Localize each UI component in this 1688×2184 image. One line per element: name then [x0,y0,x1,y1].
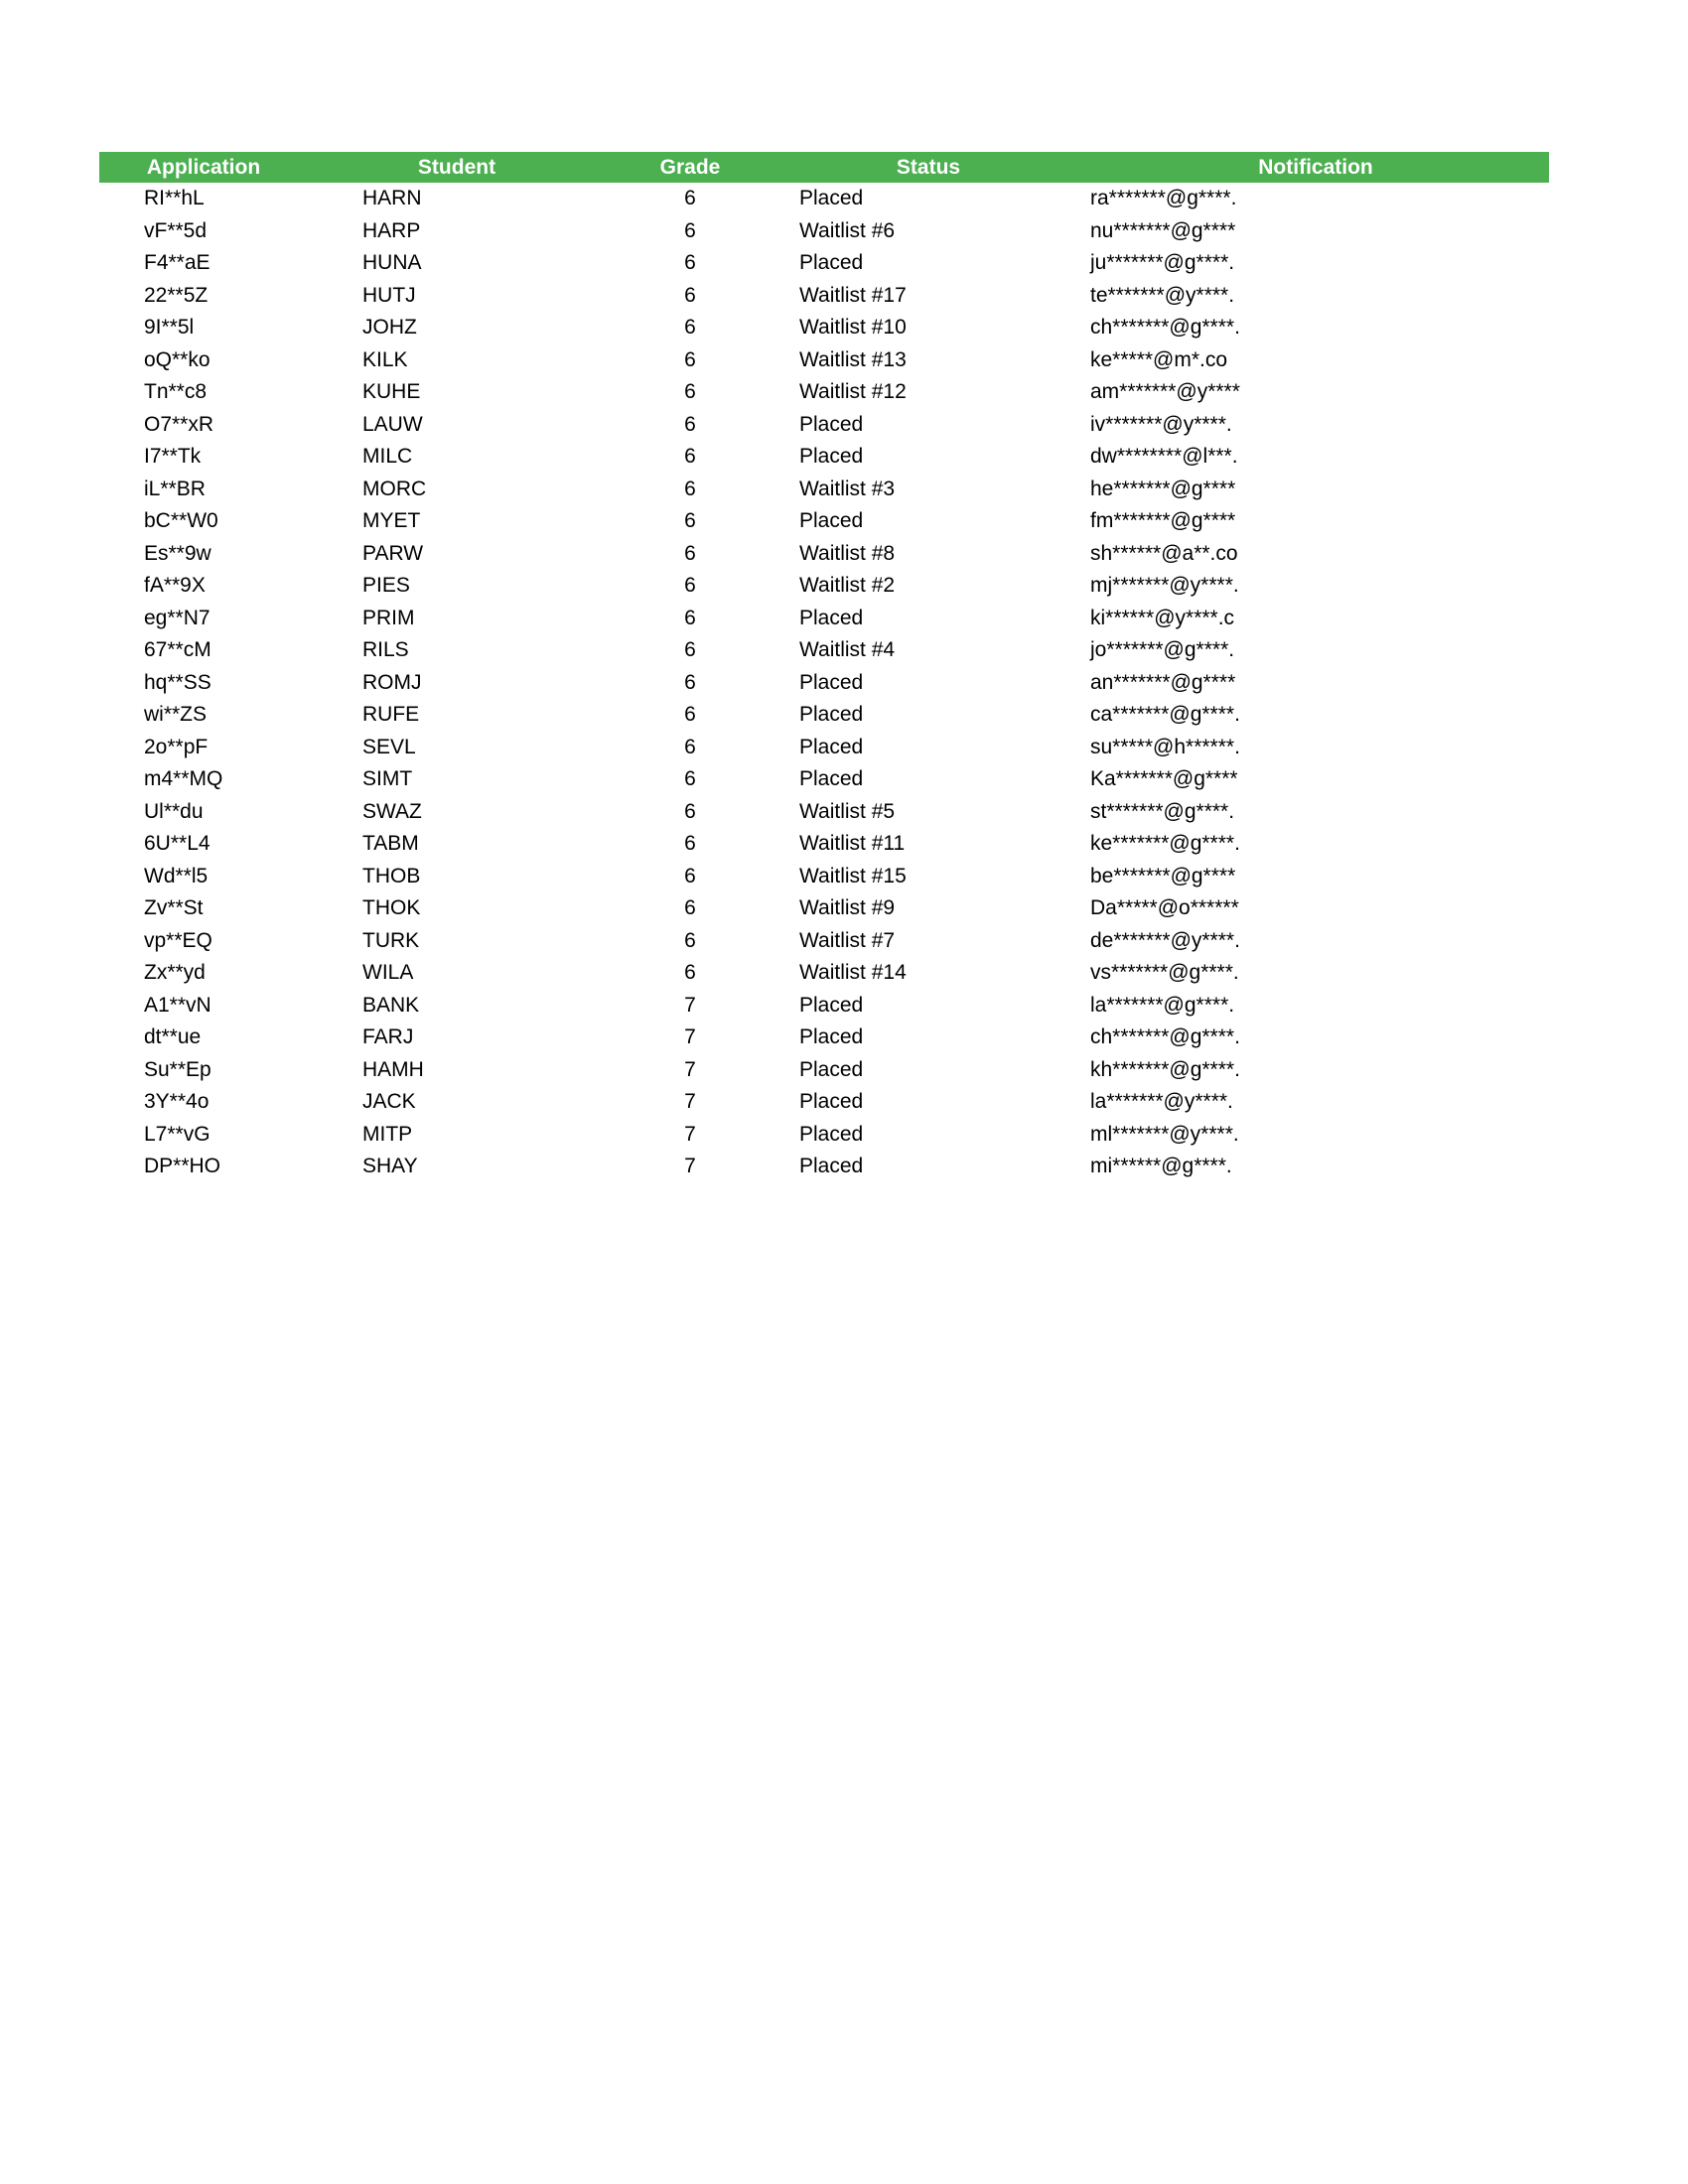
cell-notification: ke*****@m*.co [1090,347,1228,371]
table-row [99,1151,1549,1183]
cell-student: LAUW [362,412,423,436]
table-row [99,828,1549,861]
cell-grade: 6 [684,735,696,758]
cell-student: BANK [362,993,420,1017]
cell-notification: mj*******@y****. [1090,574,1239,598]
cell-student: MYET [362,509,421,533]
cell-notification: jo*******@g****. [1090,638,1235,662]
cell-notification: ju*******@g****. [1090,251,1235,275]
cell-application: vF**5d [144,218,208,242]
cell-notification: ch*******@g****. [1090,316,1240,340]
table-row [99,732,1549,764]
cell-notification: la*******@y****. [1090,1090,1233,1114]
cell-student: RUFE [362,703,420,727]
cell-grade: 6 [684,251,696,275]
cell-grade: 6 [684,412,696,436]
cell-application: iL**BR [144,477,206,500]
table-row [99,280,1549,313]
cell-notification: Ka*******@g**** [1090,767,1238,791]
cell-status: Waitlist #7 [799,928,896,952]
cell-grade: 6 [684,477,696,500]
cell-student: PIES [362,574,410,598]
cell-status: Waitlist #10 [799,316,907,340]
cell-notification: te*******@y****. [1090,283,1235,307]
cell-student: SIMT [362,767,413,791]
cell-grade: 6 [684,767,696,791]
cell-status: Placed [799,1025,864,1049]
cell-status: Waitlist #13 [799,347,907,371]
cell-application: 9I**5l [144,316,195,340]
cell-status: Placed [799,993,864,1017]
cell-application: eg**N7 [144,606,211,629]
table-row [99,634,1549,667]
cell-grade: 6 [684,509,696,533]
table-row [99,474,1549,506]
cell-application: Ul**du [144,799,204,823]
table-row [99,538,1549,571]
cell-application: wi**ZS [144,703,208,727]
cell-application: 2o**pF [144,735,209,758]
cell-student: JOHZ [362,316,417,340]
cell-grade: 6 [684,799,696,823]
cell-student: SEVL [362,735,416,758]
cell-grade: 7 [684,993,696,1017]
table-row [99,1054,1549,1087]
cell-application: 3Y**4o [144,1090,210,1114]
cell-student: HARP [362,218,421,242]
cell-notification: iv*******@y****. [1090,412,1232,436]
cell-status: Placed [799,445,864,469]
cell-notification: sh******@a**.co [1090,541,1238,565]
column-header-notification: Notification [1258,155,1373,179]
cell-notification: ki******@y****.c [1090,606,1235,629]
cell-notification: ml*******@y****. [1090,1122,1239,1146]
cell-notification: am*******@y**** [1090,380,1240,404]
cell-application: RI**hL [144,187,205,210]
table-row [99,796,1549,829]
table-row [99,892,1549,925]
table-row [99,441,1549,474]
cell-grade: 6 [684,638,696,662]
cell-status: Placed [799,187,864,210]
cell-application: m4**MQ [144,767,223,791]
cell-grade: 6 [684,218,696,242]
table-row [99,1022,1549,1054]
cell-application: bC**W0 [144,509,218,533]
table-row [99,409,1549,442]
cell-grade: 6 [684,606,696,629]
table-row [99,763,1549,796]
cell-application: fA**9X [144,574,206,598]
cell-student: JACK [362,1090,416,1114]
table-row [99,1086,1549,1119]
cell-notification: dw********@l***. [1090,445,1238,469]
cell-student: KUHE [362,380,421,404]
table-row [99,312,1549,344]
cell-student: KILK [362,347,408,371]
cell-status: Waitlist #17 [799,283,907,307]
cell-status: Waitlist #2 [799,574,896,598]
cell-notification: be*******@g**** [1090,864,1236,887]
table-row [99,1119,1549,1152]
cell-notification: kh*******@g****. [1090,1057,1240,1081]
cell-application: Su**Ep [144,1057,211,1081]
table-row [99,344,1549,377]
table-row [99,505,1549,538]
cell-grade: 7 [684,1057,696,1081]
cell-student: WILA [362,961,414,985]
cell-grade: 7 [684,1025,696,1049]
table-row [99,247,1549,280]
cell-status: Placed [799,670,864,694]
cell-status: Waitlist #3 [799,477,896,500]
column-header-application: Application [146,155,261,179]
cell-application: DP**HO [144,1155,221,1178]
cell-grade: 6 [684,670,696,694]
cell-grade: 6 [684,703,696,727]
cell-status: Placed [799,1155,864,1178]
cell-status: Waitlist #9 [799,896,896,920]
cell-status: Waitlist #8 [799,541,896,565]
cell-status: Placed [799,412,864,436]
column-header-student: Student [417,155,496,179]
cell-notification: st*******@g****. [1090,799,1235,823]
cell-status: Placed [799,1122,864,1146]
cell-status: Placed [799,735,864,758]
cell-application: Wd**l5 [144,864,209,887]
cell-application: dt**ue [144,1025,202,1049]
cell-notification: an*******@g**** [1090,670,1236,694]
cell-grade: 6 [684,380,696,404]
cell-student: SHAY [362,1155,418,1178]
cell-application: 67**cM [144,638,211,662]
cell-student: HARN [362,187,422,210]
cell-grade: 6 [684,896,696,920]
cell-application: A1**vN [144,993,211,1017]
cell-student: PARW [362,541,424,565]
cell-notification: ch*******@g****. [1090,1025,1240,1049]
cell-application: Zx**yd [144,961,206,985]
placement-results-table [99,152,1549,1183]
table-row [99,861,1549,893]
table-row [99,990,1549,1023]
cell-student: THOK [362,896,421,920]
cell-notification: de*******@y****. [1090,928,1240,952]
table-row [99,183,1549,215]
column-header-status: Status [896,155,961,179]
cell-notification: vs*******@g****. [1090,961,1239,985]
cell-notification: nu*******@g**** [1090,218,1236,242]
table-row [99,603,1549,635]
column-header-grade: Grade [659,155,721,179]
cell-application: F4**aE [144,251,211,275]
cell-notification: la*******@g****. [1090,993,1235,1017]
cell-grade: 6 [684,864,696,887]
table-row [99,667,1549,700]
cell-status: Placed [799,251,864,275]
cell-notification: mi******@g****. [1090,1155,1232,1178]
cell-notification: fm*******@g**** [1090,509,1236,533]
table-body [99,183,1549,1183]
cell-student: HAMH [362,1057,424,1081]
cell-grade: 7 [684,1090,696,1114]
cell-student: FARJ [362,1025,414,1049]
cell-student: MORC [362,477,427,500]
cell-notification: ra*******@g****. [1090,187,1237,210]
cell-application: Zv**St [144,896,204,920]
cell-student: MILC [362,445,413,469]
cell-student: MITP [362,1122,413,1146]
cell-notification: he*******@g**** [1090,477,1236,500]
cell-status: Placed [799,606,864,629]
cell-grade: 6 [684,445,696,469]
cell-notification: su*****@h******. [1090,735,1240,758]
cell-grade: 6 [684,928,696,952]
cell-student: THOB [362,864,421,887]
cell-application: Tn**c8 [144,380,208,404]
cell-notification: Da*****@o****** [1090,896,1239,920]
cell-grade: 6 [684,283,696,307]
cell-student: TURK [362,928,420,952]
cell-student: PRIM [362,606,415,629]
cell-status: Waitlist #4 [799,638,896,662]
cell-status: Placed [799,1057,864,1081]
cell-status: Placed [799,509,864,533]
cell-status: Waitlist #14 [799,961,907,985]
table-row [99,376,1549,409]
cell-status: Placed [799,767,864,791]
table-row [99,570,1549,603]
cell-student: TABM [362,832,419,856]
cell-status: Waitlist #11 [799,832,906,856]
cell-grade: 6 [684,832,696,856]
cell-student: RILS [362,638,409,662]
cell-application: L7**vG [144,1122,211,1146]
cell-student: ROMJ [362,670,422,694]
cell-status: Placed [799,703,864,727]
cell-grade: 7 [684,1122,696,1146]
cell-grade: 6 [684,541,696,565]
cell-status: Waitlist #5 [799,799,896,823]
table-row [99,925,1549,958]
table-row [99,699,1549,732]
cell-student: HUNA [362,251,422,275]
table-row [99,215,1549,248]
cell-student: HUTJ [362,283,416,307]
table-row [99,957,1549,990]
cell-notification: ca*******@g****. [1090,703,1240,727]
cell-application: 22**5Z [144,283,209,307]
cell-application: 6U**L4 [144,832,211,856]
cell-status: Waitlist #6 [799,218,896,242]
table-header-row [99,152,1549,183]
cell-application: hq**SS [144,670,211,694]
cell-grade: 7 [684,1155,696,1178]
cell-application: oQ**ko [144,347,211,371]
cell-grade: 6 [684,316,696,340]
cell-status: Placed [799,1090,864,1114]
cell-application: I7**Tk [144,445,202,469]
cell-notification: ke*******@g****. [1090,832,1240,856]
cell-grade: 6 [684,961,696,985]
cell-status: Waitlist #15 [799,864,907,887]
cell-student: SWAZ [362,799,422,823]
cell-status: Waitlist #12 [799,380,907,404]
cell-grade: 6 [684,574,696,598]
cell-application: O7**xR [144,412,214,436]
cell-application: vp**EQ [144,928,212,952]
cell-application: Es**9w [144,541,211,565]
cell-grade: 6 [684,347,696,371]
cell-grade: 6 [684,187,696,210]
